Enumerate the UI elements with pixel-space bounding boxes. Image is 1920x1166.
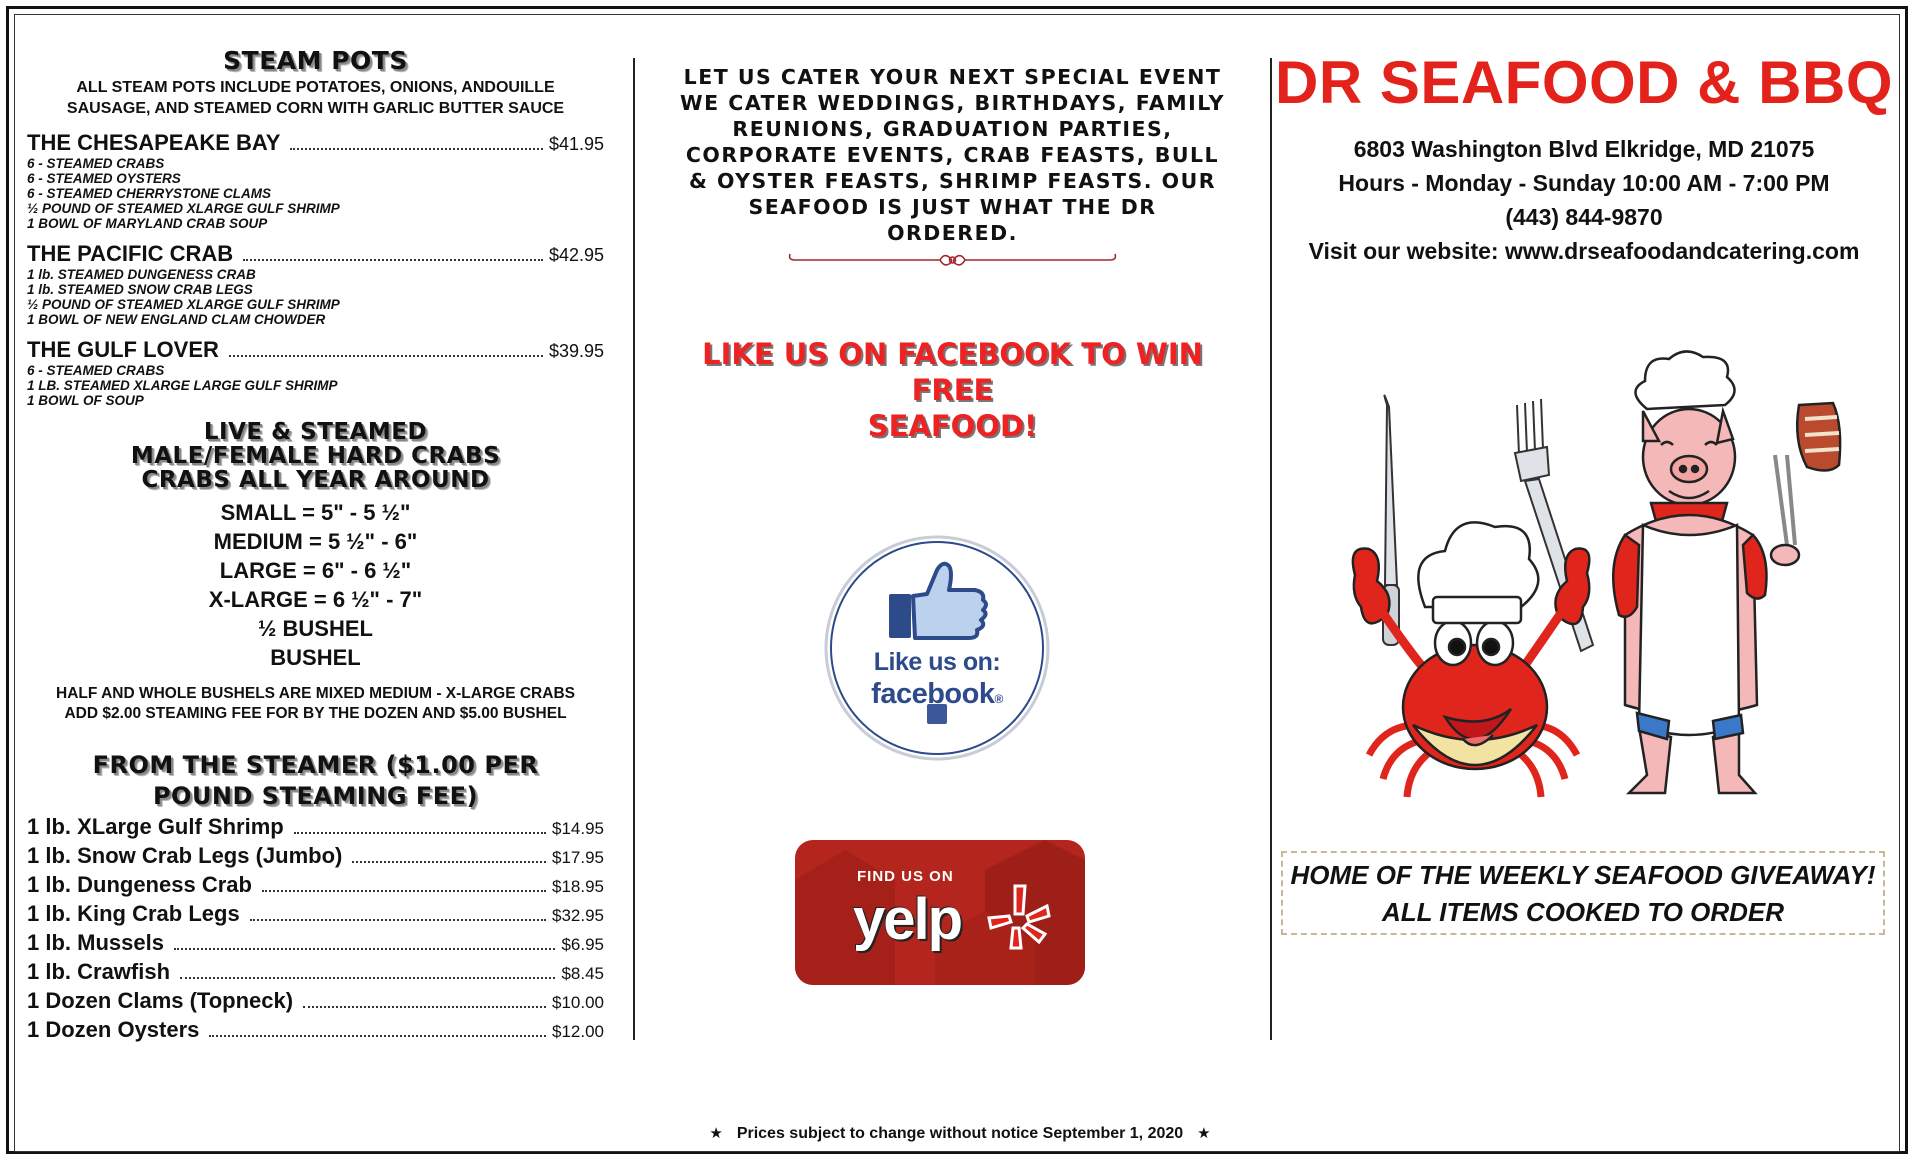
leader-dots (209, 1035, 546, 1037)
yelp-burst-icon (983, 880, 1053, 950)
registered-mark: ® (994, 692, 1003, 706)
item-desc: 6 - STEAMED CRABS (27, 155, 165, 171)
item-desc: 1 LB. STEAMED XLARGE LARGE GULF SHRIMP (27, 377, 338, 393)
item-desc: 1 BOWL OF SOUP (27, 392, 144, 408)
leader-dots (243, 259, 543, 261)
column-divider (633, 58, 635, 1040)
mascot-illustration (1325, 345, 1865, 825)
cater-line: & OYSTER FEASTS, SHRIMP FEASTS. OUR (688, 169, 1217, 193)
business-website[interactable]: Visit our website: www.drseafoodandcatering.com (1308, 238, 1860, 264)
steamer-title-line: POUND STEAMING FEE) (152, 782, 479, 811)
cater-line: CORPORATE EVENTS, CRAB FEASTS, BULL (685, 143, 1220, 167)
bushel-note-line: HALF AND WHOLE BUSHELS ARE MIXED MEDIUM - X-LARGE CRABS (56, 685, 575, 703)
item-desc: ½ POUND OF STEAMED XLARGE GULF SHRIMP (27, 200, 340, 216)
business-info (1270, 132, 1898, 268)
yelp-wordmark: yelp (853, 887, 962, 952)
bushel-note (27, 684, 604, 724)
crabs-title (27, 420, 604, 492)
crabs-title-line: CRABS ALL YEAR AROUND (141, 467, 490, 494)
cater-line: LET US CATER YOUR NEXT SPECIAL EVENT (683, 65, 1222, 89)
steam-pots-title: STEAM POTS (223, 46, 408, 75)
promo-line: SEAFOOD! (867, 409, 1038, 443)
yelp-badge[interactable] (795, 840, 1085, 985)
footer-text: Prices subject to change without notice September 1, 2020 (736, 1125, 1184, 1142)
leader-dots (250, 919, 546, 921)
cater-line: WE CATER WEDDINGS, BIRTHDAYS, FAMILY (680, 91, 1225, 115)
facebook-wordmark: facebook (871, 678, 995, 710)
crab-size: ½ BUSHEL (258, 616, 373, 642)
item-desc: 1 BOWL OF NEW ENGLAND CLAM CHOWDER (27, 311, 326, 327)
business-phone: (443) 844-9870 (1505, 204, 1663, 230)
bushel-note-line: ADD $2.00 STEAMING FEE FOR BY THE DOZEN AND $5.00 BUSHEL (64, 705, 567, 723)
item-price: $42.95 (548, 244, 604, 265)
list-item (27, 872, 604, 901)
yelp-find-us-text: FIND US ON (857, 868, 954, 885)
list-item (27, 1017, 604, 1046)
middle-column (670, 64, 1235, 952)
item-name: 1 lb. XLarge Gulf Shrimp (27, 814, 284, 840)
leader-dots (262, 890, 546, 892)
leader-dots (174, 948, 556, 950)
crabs-title-line: LIVE & STEAMED (203, 418, 428, 445)
item-desc: 1 lb. STEAMED SNOW CRAB LEGS (27, 281, 253, 297)
item-name: 1 lb. Mussels (27, 930, 164, 956)
crab-size: X-LARGE = 6 ½" - 7" (208, 587, 423, 613)
list-item (27, 930, 604, 959)
item-desc: 6 - STEAMED CHERRYSTONE CLAMS (27, 185, 272, 201)
right-column (1270, 48, 1898, 268)
list-item (27, 843, 604, 872)
giveaway-box (1281, 851, 1885, 935)
star-icon: ★ (709, 1125, 723, 1142)
leader-dots (229, 355, 543, 357)
item-name: 1 Dozen Oysters (27, 1017, 200, 1043)
crab-size: MEDIUM = 5 ½" - 6" (213, 529, 418, 555)
crab-size: BUSHEL (270, 645, 361, 671)
crab-size: SMALL = 5" - 5 ½" (220, 500, 411, 526)
cater-line: ORDERED. (887, 221, 1018, 245)
steam-pots-note: ALL STEAM POTS INCLUDE POTATOES, ONIONS, ANDOUILLE SAUSAGE, AND STEAMED CORN WITH GARLIC BUTTER SAUCE (66, 79, 565, 118)
item-price: $18.95 (552, 877, 604, 897)
item-price: $6.95 (561, 935, 604, 955)
item-name: THE GULF LOVER (27, 336, 219, 362)
item-desc: 1 lb. STEAMED DUNGENESS CRAB (27, 266, 256, 282)
item-price: $12.00 (552, 1022, 604, 1042)
item-price: $10.00 (552, 993, 604, 1013)
leader-dots (294, 832, 546, 834)
leader-dots (290, 148, 542, 150)
crabs-title-line: MALE/FEMALE HARD CRABS (130, 442, 501, 469)
business-hours: Hours - Monday - Sunday 10:00 AM - 7:00 PM (1338, 170, 1830, 196)
cater-line: SEAFOOD IS JUST WHAT THE DR (748, 195, 1157, 219)
fb-badge-logo-text (823, 678, 1051, 711)
steamer-title (27, 750, 604, 812)
catering-text (670, 64, 1235, 246)
item-name: 1 Dozen Clams (Topneck) (27, 988, 294, 1014)
crab-sizes (27, 498, 604, 672)
menu-item (27, 130, 604, 231)
star-icon: ★ (1197, 1125, 1211, 1142)
item-price: $32.95 (552, 906, 604, 926)
fb-badge-line1: Like us on: (873, 648, 1001, 676)
list-item (27, 988, 604, 1017)
pig-chef-icon (1613, 351, 1840, 793)
menu-item (27, 241, 604, 327)
crab-size: LARGE = 6" - 6 ½" (219, 558, 412, 584)
item-price: $41.95 (548, 133, 604, 154)
cater-line: REUNIONS, GRADUATION PARTIES, (732, 117, 1173, 141)
ribs-icon (1771, 403, 1840, 565)
leader-dots (352, 861, 546, 863)
leader-dots (180, 977, 555, 979)
item-name: 1 lb. King Crab Legs (27, 901, 240, 927)
business-name: DR SEAFOOD & BBQ (1274, 49, 1894, 116)
steamer-title-line: FROM THE STEAMER ($1.00 PER (92, 751, 539, 780)
footer-note (0, 1124, 1920, 1143)
facebook-badge[interactable] (823, 534, 1051, 762)
steamer-list (27, 814, 604, 1046)
giveaway-line: HOME OF THE WEEKLY SEAFOOD GIVEAWAY! (1290, 860, 1876, 890)
item-name: THE CHESAPEAKE BAY (27, 129, 281, 155)
business-address: 6803 Washington Blvd Elkridge, MD 21075 (1353, 136, 1815, 162)
item-desc: ½ POUND OF STEAMED XLARGE GULF SHRIMP (27, 296, 340, 312)
promo-line: LIKE US ON FACEBOOK TO WIN FREE (702, 337, 1203, 407)
facebook-f-icon: f (934, 723, 940, 743)
giveaway-line: ALL ITEMS COOKED TO ORDER (1381, 897, 1785, 927)
item-name: 1 lb. Crawfish (27, 959, 171, 985)
facebook-promo (670, 336, 1235, 444)
item-price: $14.95 (552, 819, 604, 839)
left-column (27, 48, 604, 1046)
item-name: 1 lb. Dungeness Crab (27, 872, 252, 898)
item-name: 1 lb. Snow Crab Legs (Jumbo) (27, 843, 343, 869)
list-item (27, 959, 604, 988)
menu-item (27, 337, 604, 408)
item-price: $39.95 (548, 340, 604, 361)
item-desc: 6 - STEAMED OYSTERS (27, 170, 181, 186)
item-price: $17.95 (552, 848, 604, 868)
item-name: THE PACIFIC CRAB (27, 240, 234, 266)
item-desc: 6 - STEAMED CRABS (27, 362, 165, 378)
ornament-divider (670, 248, 1235, 266)
list-item (27, 901, 604, 930)
leader-dots (303, 1006, 546, 1008)
item-price: $8.45 (561, 964, 604, 984)
list-item (27, 814, 604, 843)
item-desc: 1 BOWL OF MARYLAND CRAB SOUP (27, 215, 268, 231)
